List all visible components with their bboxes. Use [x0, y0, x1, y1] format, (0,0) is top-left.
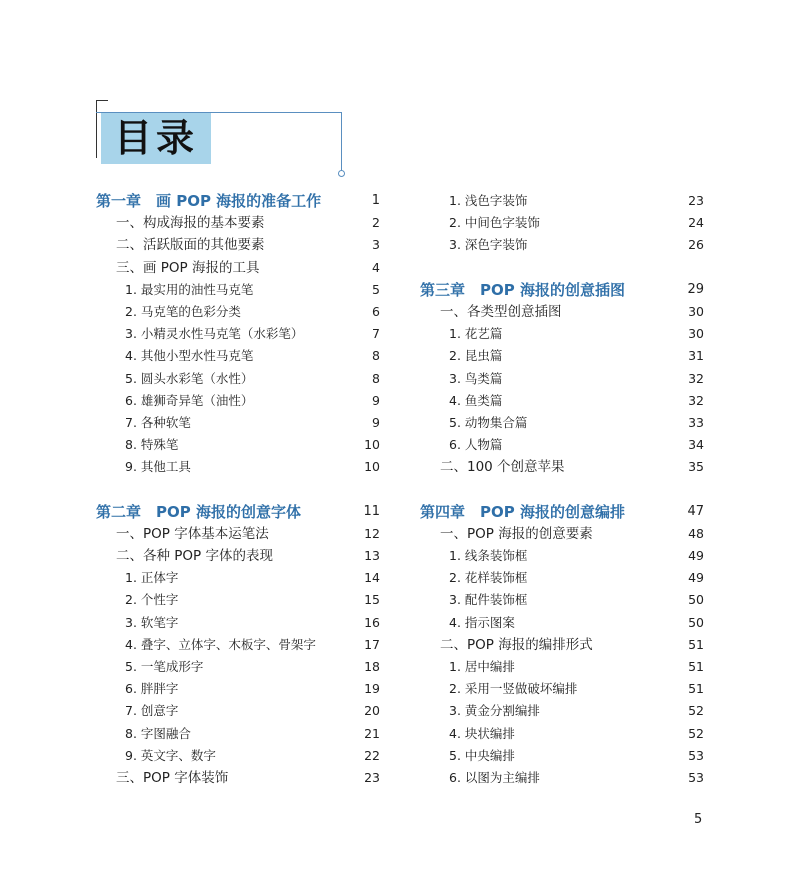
- toc-item-row[interactable]: [420, 678, 704, 700]
- toc-entry-label: 8. 字图融合: [125, 725, 191, 741]
- toc-item-row[interactable]: [420, 345, 704, 367]
- toc-item-row[interactable]: [96, 323, 380, 345]
- title-dot: [338, 170, 345, 177]
- toc-entry-label: 3. 深色字装饰: [449, 237, 528, 253]
- toc-entry-page: 51: [688, 636, 704, 652]
- toc-item-row[interactable]: [96, 700, 380, 722]
- title-line-horizontal: [96, 112, 341, 113]
- toc-entry-label: 1. 居中编排: [449, 658, 515, 674]
- toc-entry-page: 53: [688, 769, 704, 785]
- toc-item-row[interactable]: [96, 723, 380, 745]
- toc-entry-page: 34: [688, 437, 704, 453]
- toc-entry-page: 7: [372, 326, 380, 342]
- toc-entry-page: 32: [688, 392, 704, 408]
- toc-entry-page: 24: [688, 215, 704, 231]
- toc-entry-label: 8. 特殊笔: [125, 437, 179, 453]
- toc-section-row[interactable]: [96, 257, 380, 279]
- toc-item-row[interactable]: [96, 412, 380, 434]
- toc-entry-label: 二、100 个创意苹果: [440, 459, 565, 476]
- toc-item-row[interactable]: [96, 345, 380, 367]
- toc-item-row[interactable]: [96, 589, 380, 611]
- toc-entry-page: 23: [364, 769, 380, 785]
- toc-entry-label: 5. 一笔成形字: [125, 658, 204, 674]
- toc-item-row[interactable]: [420, 700, 704, 722]
- toc-entry-label: 6. 人物篇: [449, 437, 503, 453]
- toc-item-row[interactable]: [420, 612, 704, 634]
- toc-section-row[interactable]: [420, 301, 704, 323]
- toc-entry-label: 7. 各种软笔: [125, 414, 191, 430]
- toc-item-row[interactable]: [96, 434, 380, 456]
- toc-entry-page: 32: [688, 370, 704, 386]
- toc-entry-label: 3. 小精灵水性马克笔（水彩笔）: [125, 326, 304, 342]
- toc-entry-page: 1: [371, 193, 380, 208]
- toc-entry-page: 10: [364, 459, 380, 475]
- toc-entry-page: 29: [687, 281, 704, 297]
- toc-entry-page: 12: [364, 525, 380, 541]
- toc-entry-page: 33: [688, 414, 704, 430]
- toc-chapter-row[interactable]: [420, 279, 704, 301]
- toc-entry-page: 15: [364, 592, 380, 608]
- toc-entry-page: 9: [372, 414, 380, 430]
- toc-entry-label: 2. 马克笔的色彩分类: [125, 303, 241, 319]
- toc-entry-page: 30: [688, 326, 704, 342]
- toc-item-row[interactable]: [420, 723, 704, 745]
- toc-entry-label: 一、构成海报的基本要素: [116, 215, 265, 232]
- toc-entry-label: 6. 以图为主编排: [449, 769, 540, 785]
- toc-entry-page: 11: [363, 503, 380, 519]
- toc-entry-label: 4. 块状编排: [449, 725, 515, 741]
- toc-entry-label: 6. 雄狮奇异笔（油性）: [125, 392, 254, 408]
- toc-entry-label: 3. 配件装饰框: [449, 592, 528, 608]
- toc-entry-page: 52: [688, 703, 704, 719]
- toc-entry-page: 10: [364, 437, 380, 453]
- toc-entry-label: 6. 胖胖字: [125, 681, 179, 697]
- toc-entry-label: 第四章 POP 海报的创意编排: [420, 502, 625, 521]
- page-title: 目录: [114, 116, 199, 160]
- toc-entry-page: 5: [372, 281, 380, 297]
- toc-entry-label: 4. 指示图案: [449, 614, 515, 630]
- toc-right-column: [420, 190, 704, 789]
- toc-section-row[interactable]: [96, 212, 380, 234]
- toc-section-row[interactable]: [96, 767, 380, 789]
- toc-entry-label: 2. 中间色字装饰: [449, 215, 540, 231]
- toc-item-row[interactable]: [96, 678, 380, 700]
- toc-entry-page: 4: [372, 259, 380, 275]
- toc-entry-page: 8: [372, 348, 380, 364]
- toc-entry-page: 14: [364, 570, 380, 586]
- toc-item-row[interactable]: [96, 656, 380, 678]
- toc-chapter-row[interactable]: [96, 190, 380, 212]
- toc-entry-page: 23: [688, 193, 704, 208]
- toc-item-row[interactable]: [96, 612, 380, 634]
- toc-item-row[interactable]: [96, 390, 380, 412]
- toc-entry-page: 13: [364, 548, 380, 563]
- toc-item-row[interactable]: [420, 434, 704, 456]
- toc-item-row[interactable]: [420, 390, 704, 412]
- toc-entry-label: 三、画 POP 海报的工具: [116, 259, 260, 276]
- toc-entry-page: 9: [372, 392, 380, 408]
- toc-item-row[interactable]: [420, 412, 704, 434]
- toc-entry-page: 21: [364, 725, 380, 741]
- toc-entry-page: 50: [688, 592, 704, 608]
- toc-entry-label: 二、活跃版面的其他要素: [116, 237, 265, 254]
- toc-entry-page: 53: [688, 747, 704, 763]
- toc-entry-page: 30: [688, 303, 704, 319]
- toc-entry-page: 49: [688, 570, 704, 586]
- toc-entry-label: 2. 个性字: [125, 592, 179, 608]
- toc-entry-label: 1. 花艺篇: [449, 326, 503, 342]
- toc-entry-page: 8: [372, 370, 380, 386]
- toc-entry-page: 17: [364, 636, 380, 652]
- toc-entry-label: 1. 浅色字装饰: [449, 193, 528, 208]
- title-line-vertical: [341, 112, 342, 172]
- toc-entry-page: 26: [688, 237, 704, 253]
- toc-entry-label: 1. 线条装饰框: [449, 548, 528, 563]
- toc-entry-label: 第一章 画 POP 海报的准备工作: [96, 192, 322, 210]
- toc-section-row[interactable]: [420, 634, 704, 656]
- toc-entry-page: 16: [364, 614, 380, 630]
- toc-entry-label: 4. 叠字、立体字、木板字、骨架字: [125, 636, 316, 652]
- toc-entry-page: 6: [372, 303, 380, 319]
- toc-item-row[interactable]: [96, 745, 380, 767]
- toc-item-row[interactable]: [420, 767, 704, 789]
- toc-item-row[interactable]: [420, 234, 704, 256]
- toc-entry-label: 二、各种 POP 字体的表现: [116, 548, 273, 564]
- toc-gap-row: [420, 257, 704, 279]
- toc-entry-page: 20: [364, 703, 380, 719]
- toc-item-row[interactable]: [420, 212, 704, 234]
- toc-entry-label: 3. 软笔字: [125, 614, 179, 630]
- toc-entry-label: 第三章 POP 海报的创意插图: [420, 280, 625, 299]
- toc-section-row[interactable]: [96, 523, 380, 545]
- toc-item-row[interactable]: [420, 323, 704, 345]
- toc-gap-row: [420, 478, 704, 500]
- toc-item-row[interactable]: [420, 368, 704, 390]
- toc-section-row[interactable]: [96, 545, 380, 567]
- toc-item-row[interactable]: [96, 301, 380, 323]
- toc-entry-label: 2. 花样装饰框: [449, 570, 528, 586]
- toc-entry-page: 31: [688, 348, 704, 364]
- toc-item-row[interactable]: [420, 190, 704, 212]
- toc-entry-label: 4. 鱼类篇: [449, 392, 503, 408]
- toc-entry-label: 二、POP 海报的编排形式: [440, 636, 593, 653]
- toc-gap-row: [96, 478, 380, 500]
- toc-entry-page: 19: [364, 681, 380, 697]
- toc-item-row[interactable]: [96, 634, 380, 656]
- toc-entry-label: 5. 中央编排: [449, 747, 515, 763]
- toc-entry-page: 51: [688, 681, 704, 697]
- page-number: 5: [694, 812, 703, 827]
- toc-entry-label: 9. 其他工具: [125, 459, 191, 475]
- toc-item-row[interactable]: [96, 567, 380, 589]
- title-frame-vertical: [96, 100, 97, 158]
- toc-entry-page: 35: [688, 459, 704, 475]
- toc-item-row[interactable]: [420, 545, 704, 567]
- toc-item-row[interactable]: [420, 656, 704, 678]
- toc-entry-label: 三、POP 字体装饰: [116, 769, 229, 786]
- toc-entry-label: 4. 其他小型水性马克笔: [125, 348, 254, 364]
- toc-entry-label: 3. 黄金分割编排: [449, 703, 540, 719]
- toc-entry-page: 3: [372, 237, 380, 253]
- toc-chapter-row[interactable]: [420, 501, 704, 523]
- toc-entry-label: 一、POP 海报的创意要素: [440, 525, 593, 542]
- toc-entry-label: 7. 创意字: [125, 703, 179, 719]
- toc-entry-page: 49: [688, 548, 704, 563]
- toc-item-row[interactable]: [96, 456, 380, 478]
- toc-entry-label: 一、各类型创意插图: [440, 303, 562, 320]
- toc-entry-label: 9. 英文字、数字: [125, 747, 216, 763]
- toc-entry-page: 48: [688, 525, 704, 541]
- toc-entry-label: 1. 正体字: [125, 570, 179, 586]
- toc-entry-label: 第二章 POP 海报的创意字体: [96, 502, 301, 521]
- toc-entry-page: 22: [364, 747, 380, 763]
- toc-entry-page: 50: [688, 614, 704, 630]
- title-frame-horizontal: [96, 100, 108, 101]
- toc-entry-page: 51: [688, 658, 704, 674]
- toc-section-row[interactable]: [420, 523, 704, 545]
- toc-section-row[interactable]: [420, 456, 704, 478]
- toc-entry-page: 52: [688, 725, 704, 741]
- toc-chapter-row[interactable]: [96, 501, 380, 523]
- toc-left-column: [96, 190, 380, 789]
- toc-entry-label: 5. 圆头水彩笔（水性）: [125, 370, 254, 386]
- toc-entry-label: 2. 采用一竖做破坏编排: [449, 681, 578, 697]
- toc-item-row[interactable]: [420, 589, 704, 611]
- toc-entry-label: 3. 鸟类篇: [449, 370, 503, 386]
- toc-item-row[interactable]: [420, 745, 704, 767]
- toc-entry-page: 18: [364, 658, 380, 674]
- toc-section-row[interactable]: [96, 234, 380, 256]
- toc-entry-label: 一、POP 字体基本运笔法: [116, 525, 269, 542]
- toc-item-row[interactable]: [96, 368, 380, 390]
- toc-entry-label: 5. 动物集合篇: [449, 414, 528, 430]
- toc-entry-page: 47: [687, 503, 704, 519]
- toc-entry-label: 1. 最实用的油性马克笔: [125, 281, 254, 297]
- toc-entry-label: 2. 昆虫篇: [449, 348, 503, 364]
- toc-item-row[interactable]: [96, 279, 380, 301]
- toc-entry-page: 2: [372, 215, 380, 231]
- toc-item-row[interactable]: [420, 567, 704, 589]
